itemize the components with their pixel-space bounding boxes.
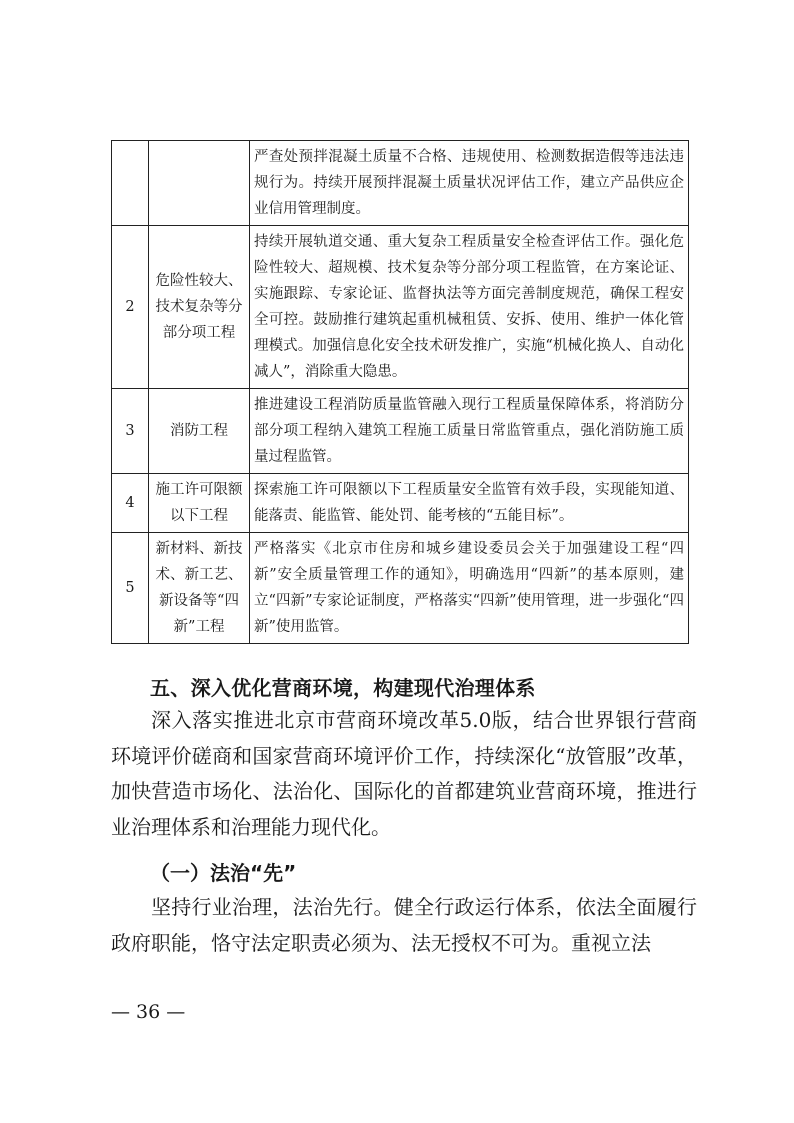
- section-paragraph: 深入落实推进北京市营商环境改革5.0版，结合世界银行营商环境评价磋商和国家营商环境评价工作，持续深化“放管服”改革，加快营造市场化、法治化、国际化的首都建筑业营商环境，推进行业治理体系和治理能力现代化。: [111, 708, 697, 839]
- row-content: 严格落实《北京市住房和城乡建设委员会关于加强建设工程“四新”安全质量管理工作的通知》，明确选用“四新”的基本原则，建立“四新”专家论证制度，严格落实“四新”使用管理，进一步强化“四新”使用监管。: [250, 533, 689, 644]
- subsection-paragraph: 坚持行业治理，法治先行。健全行政运行体系，依法全面履行政府职能，恪守法定职责必须为、法无授权不可为。重视立法: [111, 895, 697, 955]
- row-item: [149, 141, 250, 226]
- table-row: [112, 474, 689, 533]
- row-item: 消防工程: [149, 389, 250, 474]
- subsection-heading: （一）法治“先”: [150, 861, 297, 885]
- section-heading: 五、深入优化营商环境，构建现代治理体系: [150, 676, 536, 700]
- table-row: [112, 141, 689, 226]
- row-item: 施工许可限额以下工程: [149, 474, 250, 533]
- row-number: 3: [112, 389, 149, 474]
- page-number: — 36 —: [111, 1001, 186, 1023]
- row-content: 推进建设工程消防质量监管融入现行工程质量保障体系，将消防分部分项工程纳入建筑工程施工质量日常监管重点，强化消防施工质量过程监管。: [250, 389, 689, 474]
- table-row: [112, 226, 689, 389]
- row-content: 探索施工许可限额以下工程质量安全监管有效手段，实现能知道、能落责、能监管、能处罚、能考核的“五能目标”。: [250, 474, 689, 533]
- regulation-table: [111, 140, 689, 644]
- row-number: 5: [112, 533, 149, 644]
- row-item: 危险性较大、技术复杂等分部分项工程: [149, 226, 250, 389]
- row-number: 4: [112, 474, 149, 533]
- row-item: 新材料、新技术、新工艺、新设备等“四新”工程: [149, 533, 250, 644]
- row-content: 持续开展轨道交通、重大复杂工程质量安全检查评估工作。强化危险性较大、超规模、技术复杂等分部分项工程监管，在方案论证、实施跟踪、专家论证、监督执法等方面完善制度规范，确保工程安全可控。鼓励推行建筑起重机械租赁、安拆、使用、维护一体化管理模式。加强信息化安全技术研发推广，实施“机械化换人、自动化减人”，消除重大隐患。: [250, 226, 689, 389]
- table-row: [112, 533, 689, 644]
- row-number: [112, 141, 149, 226]
- row-number: 2: [112, 226, 149, 389]
- table-row: [112, 389, 689, 474]
- row-content: 严查处预拌混凝土质量不合格、违规使用、检测数据造假等违法违规行为。持续开展预拌混凝土质量状况评估工作，建立产品供应企业信用管理制度。: [250, 141, 689, 226]
